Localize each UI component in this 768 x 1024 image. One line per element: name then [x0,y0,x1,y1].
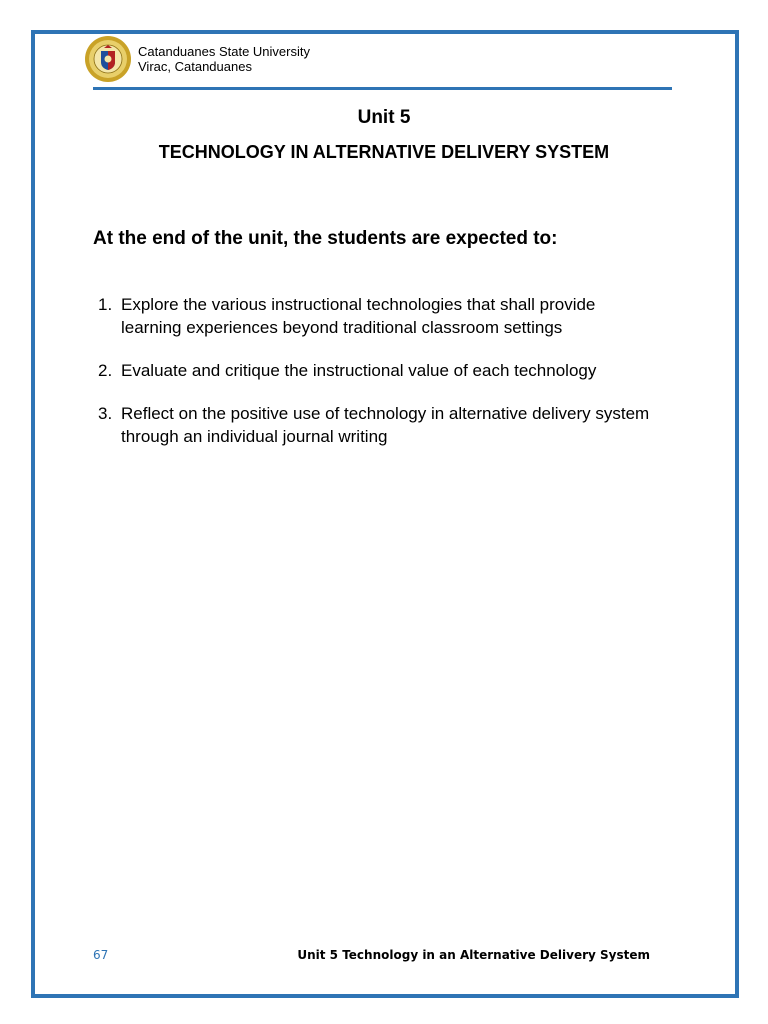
objectives-list [93,293,653,468]
university-seal-icon [84,35,132,83]
list-item-text: Explore the various instructional technologies that shall provide learning experiences beyond traditional classroom settings [121,295,596,337]
objectives-heading: At the end of the unit, the students are expected to: [93,228,558,249]
university-location: Virac, Catanduanes [138,59,252,74]
list-item-number: 3. [98,404,113,423]
list-item [93,359,653,382]
page-border [31,30,739,998]
list-item-text: Reflect on the positive use of technology in alternative delivery system through an individual journal writing [121,404,650,446]
list-item-number: 1. [98,295,113,314]
unit-subtitle: TECHNOLOGY IN ALTERNATIVE DELIVERY SYSTEM [158,142,610,162]
footer-running-title: Unit 5 Technology in an Alternative Delivery System [297,948,650,962]
footer-page-number: 67 [93,948,109,962]
unit-title: Unit 5 [357,107,411,128]
list-item-text: Evaluate and critique the instructional value of each technology [121,361,597,380]
university-name: Catanduanes State University [138,44,310,59]
list-item [93,402,653,448]
document-header [84,35,310,83]
list-item-number: 2. [98,361,113,380]
list-item [93,293,653,339]
header-rule [93,87,672,90]
